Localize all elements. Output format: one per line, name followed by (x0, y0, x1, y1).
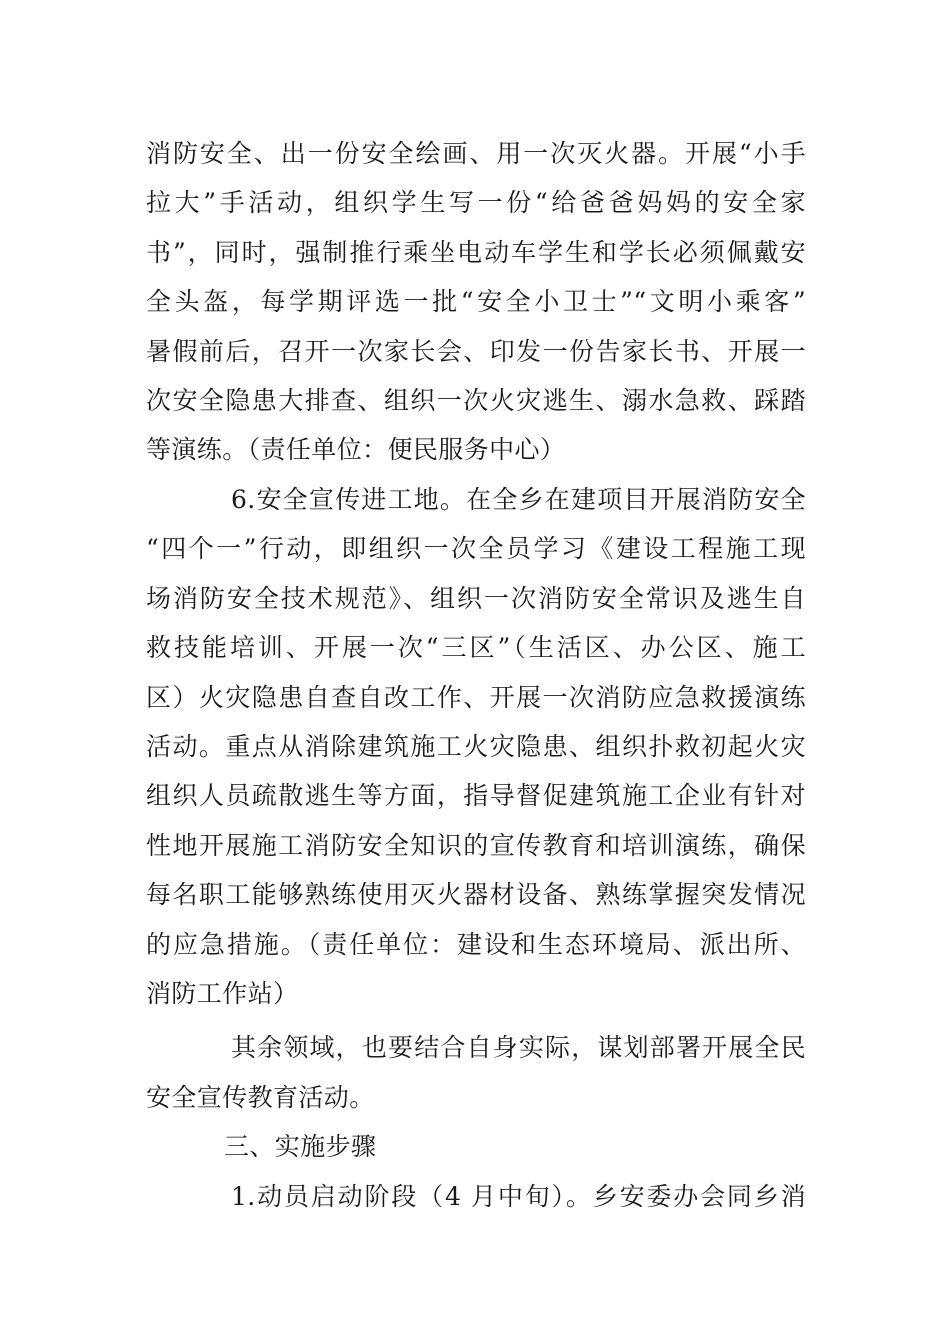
paragraph-line-16: 每名职工能够熟练使用灭火器材设备、熟练掌握突发情况 (146, 880, 806, 909)
paragraph-line-10: 场消防安全技术规范》、组织一次消防安全常识及逃生自 (146, 584, 806, 613)
paragraph-line-9: “四个一”行动，即组织一次全员学习《建设工程施工现 (146, 534, 806, 563)
paragraph-line-6: 次安全隐患大排查、组织一次火灾逃生、溺水急救、踩踏 (146, 386, 806, 415)
paragraph-line-18: 消防工作站） (146, 979, 299, 1008)
paragraph-line-19: 其余领域，也要结合自身实际，谋划部署开展全民 (231, 1033, 806, 1062)
paragraph-line-13: 活动。重点从消除建筑施工火灾隐患、组织扑救初起火灾 (146, 732, 806, 761)
paragraph-line-22: 1.动员启动阶段（4 月中旬）。乡安委办会同乡消 (231, 1182, 806, 1211)
paragraph-line-20: 安全宣传教育活动。 (146, 1083, 375, 1112)
paragraph-line-12: 区）火灾隐患自查自改工作、开展一次消防应急救援演练 (146, 683, 806, 712)
paragraph-line-14: 组织人员疏散逃生等方面，指导督促建筑施工企业有针对 (146, 781, 806, 810)
section-heading: 三、实施步骤 (224, 1132, 377, 1161)
paragraph-line-2: 拉大”手活动，组织学生写一份“给爸爸妈妈的安全家 (146, 188, 806, 217)
paragraph-line-3: 书”，同时，强制推行乘坐电动车学生和学长必须佩戴安 (146, 238, 806, 267)
paragraph-line-15: 性地开展施工消防安全知识的宣传教育和培训演练，确保 (146, 831, 806, 860)
paragraph-line-8: 6.安全宣传进工地。在全乡在建项目开展消防安全 (231, 485, 806, 514)
paragraph-line-1: 消防安全、出一份安全绘画、用一次灭火器。开展“小手 (146, 139, 806, 168)
paragraph-line-11: 救技能培训、开展一次“三区”（生活区、办公区、施工 (146, 633, 806, 662)
paragraph-line-5: 暑假前后，召开一次家长会、印发一份告家长书、开展一 (146, 337, 806, 366)
paragraph-line-4: 全头盔，每学期评选一批“安全小卫士”“文明小乘客” (146, 287, 806, 316)
paragraph-line-7: 等演练。（责任单位：便民服务中心） (146, 435, 566, 464)
paragraph-line-17: 的应急措施。（责任单位：建设和生态环境局、派出所、 (146, 930, 806, 959)
